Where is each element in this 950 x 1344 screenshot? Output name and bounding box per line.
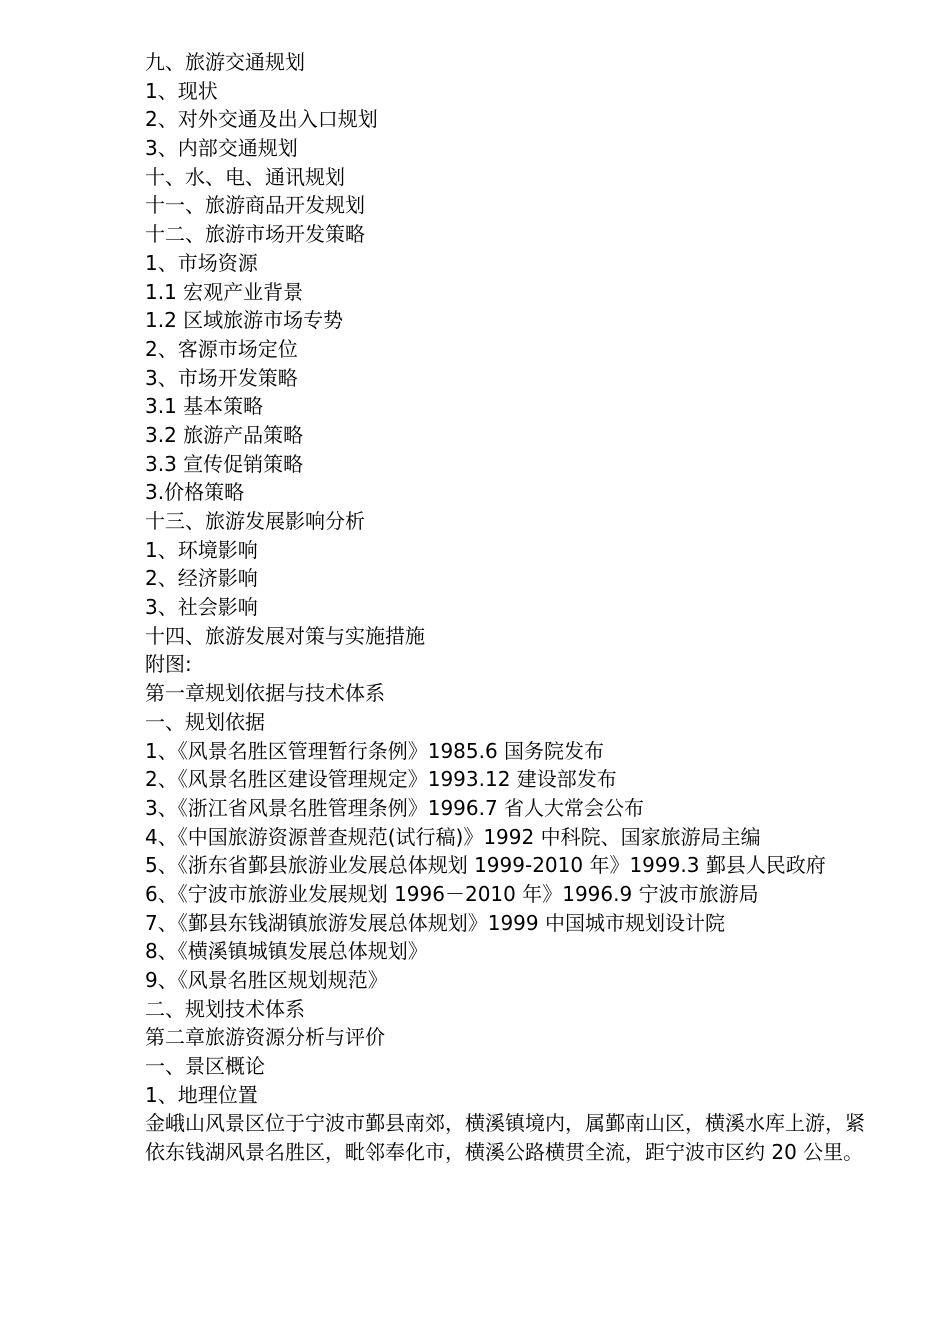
reference-item: 9、《风景名胜区规划规范》	[145, 968, 388, 993]
list-item: 1.1 宏观产业背景	[145, 279, 304, 304]
list-item: 1、环境影响	[145, 537, 258, 562]
list-item: 1、现状	[145, 78, 218, 103]
heading-10: 十、水、电、通讯规划	[145, 164, 345, 189]
list-item: 3.价格策略	[145, 480, 245, 505]
section-heading: 二、规划技术体系	[145, 996, 305, 1021]
subsection-heading: 1、地理位置	[145, 1082, 258, 1107]
heading-13: 十三、旅游发展影响分析	[145, 509, 365, 533]
list-item: 2、客源市场定位	[145, 336, 298, 361]
list-item: 1.2 区域旅游市场专势	[145, 308, 344, 333]
heading-11: 十一、旅游商品开发规划	[145, 193, 365, 218]
chapter-1-title: 第一章规划依据与技术体系	[145, 681, 385, 706]
list-item: 3、市场开发策略	[145, 365, 298, 390]
reference-item: 8、《横溪镇城镇发展总体规划》	[145, 939, 428, 964]
body-paragraph: 金峨山风景区位于宁波市鄞县南郊，横溪镇境内，属鄞南山区，横溪水库上游，紧依东钱湖风景名胜区，毗邻奉化市，横溪公路横贯全流，距宁波市区约 20 公里。	[145, 1111, 865, 1165]
list-item: 3、内部交通规划	[145, 136, 298, 161]
reference-item: 3、《浙江省风景名胜管理条例》1996.7 省人大常会公布	[145, 795, 645, 820]
reference-item: 5、《浙东省鄞县旅游业发展总体规划 1999-2010 年》1999.3 鄞县人民政府	[145, 853, 826, 878]
list-item: 3、社会影响	[145, 595, 258, 620]
list-item: 3.1 基本策略	[145, 394, 264, 419]
reference-item: 6、《宁波市旅游业发展规划 1996－2010 年》1996.9 宁波市旅游局	[145, 881, 759, 906]
list-item: 3.3 宣传促销策略	[145, 451, 304, 476]
appendix-label: 附图:	[145, 652, 192, 677]
section-heading: 一、景区概论	[145, 1054, 265, 1079]
list-item: 2、对外交通及出入口规划	[145, 107, 378, 132]
heading-14: 十四、旅游发展对策与实施措施	[145, 623, 425, 648]
list-item: 2、经济影响	[145, 566, 258, 591]
list-item: 1、市场资源	[145, 250, 258, 275]
chapter-2-title: 第二章旅游资源分析与评价	[145, 1025, 385, 1050]
reference-item: 2、《风景名胜区建设管理规定》1993.12 建设部发布	[145, 767, 617, 792]
reference-item: 7、《鄞县东钱湖镇旅游发展总体规划》1999 中国城市规划设计院	[145, 910, 725, 935]
heading-12: 十二、旅游市场开发策略	[145, 222, 365, 247]
reference-item: 1、《风景名胜区管理暂行条例》1985.6 国务院发布	[145, 738, 605, 763]
reference-item: 4、《中国旅游资源普查规范(试行稿)》1992 中科院、国家旅游局主编	[145, 824, 761, 849]
document-page	[145, 48, 865, 1167]
list-item: 3.2 旅游产品策略	[145, 422, 304, 447]
section-heading: 一、规划依据	[145, 709, 265, 734]
heading-9: 九、旅游交通规划	[145, 50, 305, 74]
